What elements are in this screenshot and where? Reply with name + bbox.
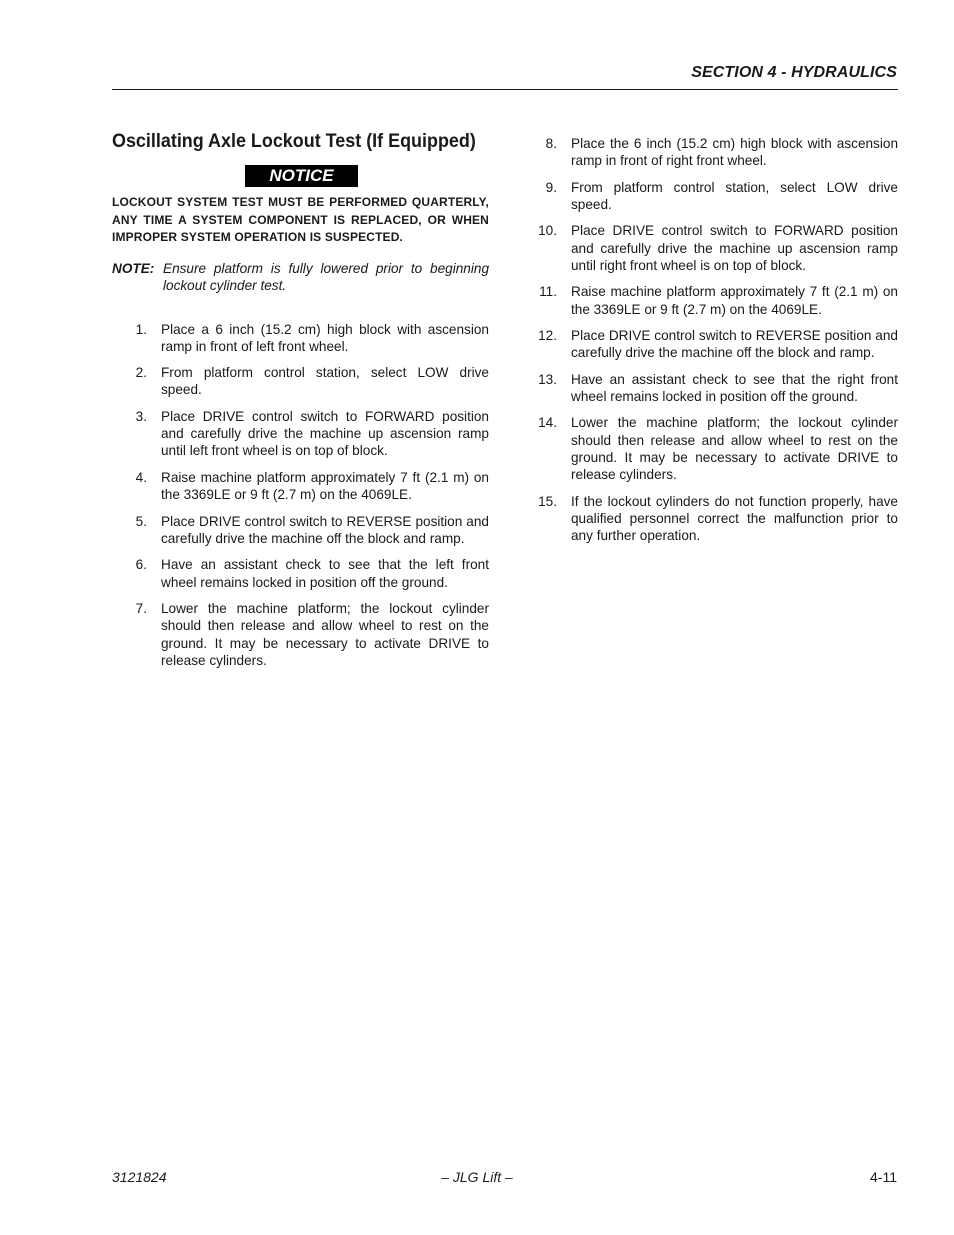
- step-text: Have an assistant check to see that the left front wheel remains locked in position off the ground.: [161, 557, 489, 590]
- step-text: Place DRIVE control switch to FORWARD position and carefully drive the machine up ascension ramp until right front wheel is on top of block.: [571, 223, 898, 273]
- step-number: 5.: [135, 513, 147, 529]
- list-item: [112, 321, 489, 356]
- list-item: [532, 222, 898, 274]
- page-heading: Oscillating Axle Lockout Test (If Equipped): [112, 130, 476, 152]
- step-text: If the lockout cylinders do not function properly, have qualified personnel correct the malfunction prior to any further operation.: [571, 493, 898, 544]
- step-text: Lower the machine platform; the lockout cylinder should then release and allow wheel to rest on the ground. It may be necessary to activate DRIVE to release cylinders.: [571, 415, 898, 483]
- step-number: 15.: [538, 493, 557, 509]
- list-item: [532, 179, 898, 214]
- section-header: SECTION 4 - HYDRAULICS: [691, 64, 897, 81]
- step-text: Lower the machine platform; the lockout cylinder should then release and allow wheel to rest on the ground. It may be necessary to activate DRIVE to release cylinders.: [161, 600, 489, 668]
- list-item: [112, 556, 489, 591]
- left-column: [112, 130, 489, 678]
- list-item: [532, 414, 898, 483]
- footer-publisher: – JLG Lift –: [441, 1169, 513, 1185]
- step-number: 7.: [135, 600, 147, 616]
- list-item: [532, 327, 898, 362]
- step-number: 2.: [135, 365, 147, 381]
- list-item: [112, 469, 489, 504]
- step-text: Place DRIVE control switch to REVERSE position and carefully drive the machine off the block and ramp.: [161, 513, 489, 546]
- step-number: 4.: [135, 469, 147, 485]
- footer-doc-number: 3121824: [112, 1169, 167, 1185]
- step-text: From platform control station, select LOW drive speed.: [161, 365, 489, 398]
- step-number: 3.: [135, 408, 147, 424]
- step-text: Raise machine platform approximately 7 ft (2.1 m) on the 3369LE or 9 ft (2.7 m) on the 4069LE.: [161, 469, 489, 503]
- list-item: [112, 408, 489, 460]
- step-text: Place DRIVE control switch to FORWARD position and carefully drive the machine up ascension ramp until left front wheel is on top of block.: [161, 408, 489, 459]
- step-text: From platform control station, select LOW drive speed.: [571, 179, 898, 212]
- step-number: 13.: [538, 371, 557, 387]
- step-number: 8.: [545, 136, 557, 151]
- step-number: 1.: [135, 321, 147, 337]
- list-item: [112, 513, 489, 548]
- header-rule: [112, 89, 898, 90]
- step-number: 10.: [538, 223, 557, 239]
- step-number: 14.: [538, 415, 557, 431]
- footer-page-number: 4-11: [870, 1169, 897, 1185]
- step-number: 12.: [538, 328, 557, 344]
- note-block: [112, 260, 489, 295]
- notice-block: [112, 165, 489, 187]
- steps-list-right: [532, 135, 898, 545]
- step-number: 11.: [539, 284, 557, 300]
- right-column: [532, 135, 898, 554]
- step-text: Have an assistant check to see that the right front wheel remains locked in position off the ground.: [571, 371, 898, 405]
- list-item: [532, 371, 898, 406]
- notice-text: LOCKOUT SYSTEM TEST MUST BE PERFORMED QUARTERLY, ANY TIME A SYSTEM COMPONENT IS REPLACED, OR WHEN IMPROPER SYSTEM OPERATION IS SUSPECTED.: [112, 195, 489, 244]
- step-text: Raise machine platform approximately 7 ft (2.1 m) on the 3369LE or 9 ft (2.7 m) on the 4069LE.: [571, 284, 898, 317]
- list-item: [532, 283, 898, 318]
- steps-list-left: [112, 321, 489, 670]
- step-number: 6.: [135, 557, 147, 573]
- step-text: Place a 6 inch (15.2 cm) high block with ascension ramp in front of left front wheel.: [161, 321, 489, 354]
- note-text: Ensure platform is fully lowered prior to beginning lockout cylinder test.: [163, 260, 489, 294]
- step-text: Place DRIVE control switch to REVERSE position and carefully drive the machine off the block and ramp.: [571, 328, 898, 361]
- notice-badge: NOTICE: [245, 165, 358, 187]
- note-label: NOTE:: [112, 260, 155, 276]
- list-item: [112, 364, 489, 399]
- step-number: 9.: [545, 179, 557, 195]
- list-item: [532, 135, 898, 170]
- list-item: [112, 600, 489, 669]
- list-item: [532, 493, 898, 545]
- step-text: Place the 6 inch (15.2 cm) high block with ascension ramp in front of right front wheel.: [571, 136, 898, 169]
